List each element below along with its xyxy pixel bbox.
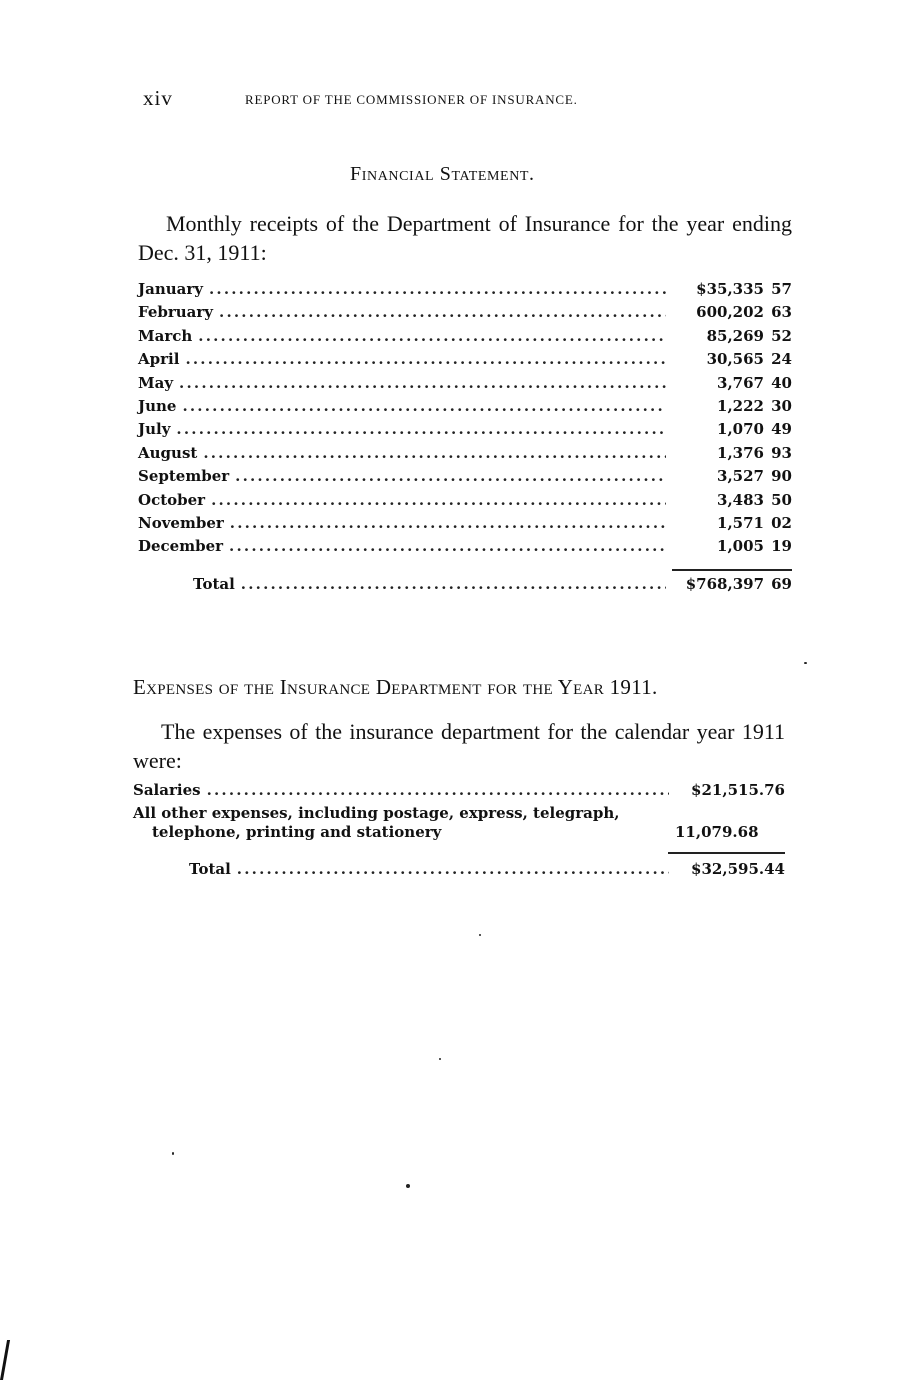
receipt-row-october <box>138 491 792 514</box>
month-label: May <box>138 373 174 392</box>
leader-dots <box>198 327 666 345</box>
month-label: October <box>138 490 206 509</box>
dollar-amount: 1,376 <box>717 443 764 462</box>
total-rule <box>668 852 785 854</box>
dollar-amount: 1,222 <box>717 396 764 415</box>
expense-label-line1: All other expenses, including postage, express, telegraph, <box>133 804 620 823</box>
scan-speck <box>172 1152 174 1155</box>
leader-dots <box>185 350 666 368</box>
cents-amount: 30 <box>771 396 792 415</box>
month-label: September <box>138 467 230 486</box>
month-label: March <box>138 326 193 345</box>
cents-amount: 90 <box>771 467 792 486</box>
leader-dots <box>182 397 666 415</box>
receipt-row-january <box>138 280 792 303</box>
cents-amount: 50 <box>771 490 792 509</box>
receipt-row-august <box>138 444 792 467</box>
receipt-row-december <box>138 537 792 560</box>
monthly-receipts-table <box>138 280 792 598</box>
page-edge-mark <box>0 1340 32 1380</box>
month-label: December <box>138 537 224 556</box>
running-title: REPORT OF THE COMMISSIONER OF INSURANCE. <box>245 92 578 107</box>
dollar-amount: 1,070 <box>717 420 764 439</box>
scan-speck <box>439 1058 441 1060</box>
total-cents: 69 <box>771 574 792 593</box>
leader-dots <box>241 575 666 593</box>
month-label: August <box>138 443 198 462</box>
cents-amount: 19 <box>771 537 792 556</box>
month-label: February <box>138 303 214 322</box>
receipt-row-july <box>138 420 792 443</box>
month-label: January <box>138 280 203 298</box>
month-label: April <box>138 350 180 369</box>
leader-dots <box>203 444 666 462</box>
dollar-amount: 30,565 <box>706 350 764 369</box>
scan-speck <box>479 934 481 936</box>
dollar-amount: 85,269 <box>706 326 764 345</box>
page-number: xiv <box>143 86 173 110</box>
cents-amount: 40 <box>771 373 792 392</box>
month-label: November <box>138 513 224 532</box>
receipt-row-september <box>138 467 792 490</box>
cents-amount: 63 <box>771 303 792 322</box>
dollar-amount: 3,527 <box>717 467 764 486</box>
month-label: June <box>138 396 177 415</box>
running-head <box>143 86 698 112</box>
total-rule <box>672 569 792 571</box>
expense-amount: $21,515.76 <box>691 781 785 799</box>
scan-speck <box>406 1184 410 1188</box>
cents-amount: 57 <box>771 280 792 298</box>
dollar-amount: 3,483 <box>717 490 764 509</box>
leader-dots <box>179 374 666 392</box>
receipt-row-april <box>138 350 792 373</box>
leader-dots <box>207 781 669 799</box>
leader-dots <box>229 537 666 555</box>
dollar-amount: 1,005 <box>717 537 764 556</box>
expense-amount: 11,079.68 <box>675 823 759 842</box>
dollar-amount: 600,202 <box>696 303 764 322</box>
expense-label-line2: telephone, printing and stationery <box>152 823 442 842</box>
dollar-amount: 3,767 <box>717 373 764 392</box>
receipt-row-march <box>138 327 792 350</box>
expense-label: Salaries <box>133 781 201 799</box>
leader-dots <box>235 467 666 485</box>
leader-dots <box>209 280 666 298</box>
total-label: Total <box>189 860 231 879</box>
receipts-total-row <box>193 575 792 598</box>
dollar-amount: $35,335 <box>696 280 764 298</box>
dollar-amount: 1,571 <box>717 513 764 532</box>
expense-row-other <box>133 804 785 846</box>
cents-amount: 93 <box>771 443 792 462</box>
cents-amount: 02 <box>771 513 792 532</box>
total-amount: $32,595.44 <box>691 860 785 879</box>
leader-dots <box>219 303 666 321</box>
receipt-row-february <box>138 303 792 326</box>
total-dollars: $768,397 <box>685 574 764 593</box>
financial-statement-heading: Financial Statement. <box>350 163 535 185</box>
leader-dots <box>211 491 666 509</box>
expenses-intro: The expenses of the insurance department for the calendar year 1911 were: <box>133 719 785 773</box>
month-label: July <box>138 420 171 439</box>
receipt-row-november <box>138 514 792 537</box>
expenses-table <box>133 781 785 884</box>
scan-speck <box>804 662 807 664</box>
expense-label-line2-row <box>133 823 785 846</box>
expenses-heading: Expenses of the Insurance Department for the Year 1911. <box>133 675 658 699</box>
receipt-row-may <box>138 374 792 397</box>
expense-row-salaries <box>133 781 785 804</box>
receipt-row-june <box>138 397 792 420</box>
leader-dots <box>176 420 666 438</box>
cents-amount: 24 <box>771 350 792 369</box>
cents-amount: 49 <box>771 420 792 439</box>
expenses-total-row <box>189 860 785 883</box>
cents-amount: 52 <box>771 326 792 345</box>
total-label: Total <box>193 574 235 593</box>
leader-dots <box>230 514 666 532</box>
leader-dots <box>237 860 669 878</box>
receipts-intro: Monthly receipts of the Department of Insurance for the year ending Dec. 31, 1911: <box>138 211 792 265</box>
